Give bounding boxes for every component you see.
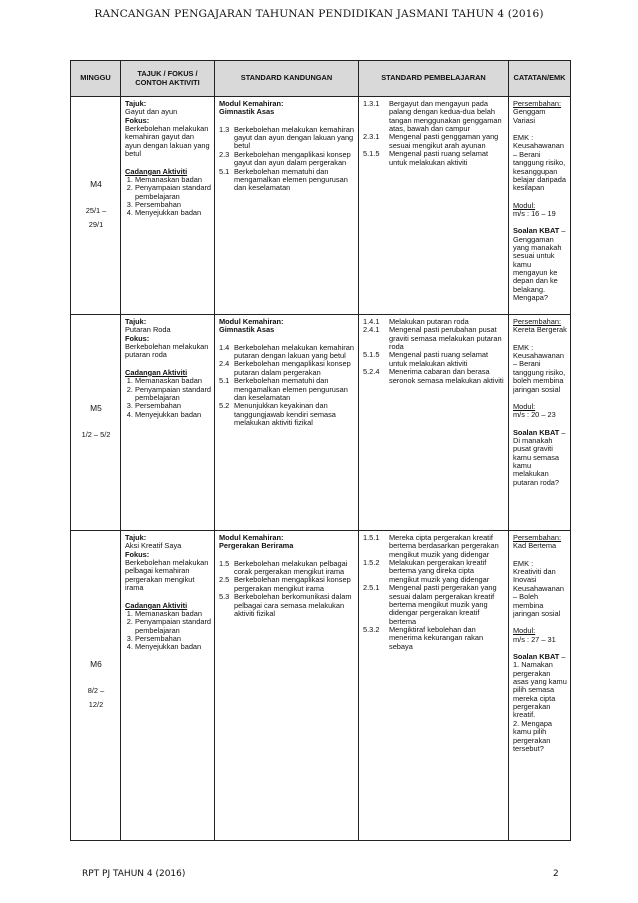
- activity-item: 4. Menyejukkan badan: [135, 411, 211, 419]
- tajuk-label: Tajuk:: [125, 99, 147, 108]
- standard-kandungan-item: [219, 560, 355, 577]
- item-text: Melakukan putaran roda: [389, 317, 469, 326]
- activity-item: 4. Menyejukkan badan: [135, 643, 211, 651]
- item-number: 2.5.1: [363, 583, 380, 593]
- standard-kandungan-item: [219, 402, 355, 427]
- lesson-plan-table: [70, 60, 571, 841]
- standard-kandungan-cell: [215, 315, 359, 531]
- footer-label: RPT PJ TAHUN 4 (2016): [82, 869, 186, 879]
- item-text: Berkebolehan mengaplikasi konsep putaran dalam pergerakan: [234, 359, 351, 377]
- modul-kemahiran-value: Gimnastik Asas: [219, 107, 275, 117]
- modul-kemahiran-label: Modul Kemahiran:: [219, 533, 284, 542]
- activity-item: 3. Persembahan: [135, 402, 211, 410]
- week-date: 8/2 –: [87, 685, 105, 695]
- item-text: Mengiktiraf kebolehan dan menerima kekurangan rakan sebaya: [389, 624, 484, 651]
- modul-kemahiran-label: Modul Kemahiran:: [219, 317, 284, 326]
- persembahan-value: Kad Bertema: [513, 541, 557, 551]
- catatan-cell: [509, 97, 571, 315]
- standard-kandungan-item: [219, 344, 355, 361]
- activity-item: 2. Penyampaian standard pembelajaran: [135, 618, 211, 635]
- standard-kandungan-item: [219, 360, 355, 377]
- emk-value: Keusahawanan – Berani tanggung risiko, kesanggupan belajar daripada kesilapan: [513, 141, 567, 193]
- table-row: [71, 97, 571, 315]
- standard-pembelajaran-item: [363, 326, 505, 351]
- week-date: 1/2 – 5/2: [81, 429, 111, 439]
- standard-kandungan-item: [219, 168, 355, 193]
- activity-item: 2. Penyampaian standard pembelajaran: [135, 184, 211, 201]
- item-text: Berkebolehan mengaplikasi konsep pergerakan mengikut irama: [234, 575, 351, 593]
- persembahan-value: Genggam Variasi: [513, 107, 546, 125]
- week-cell: [71, 97, 121, 315]
- standard-kandungan-cell: [215, 97, 359, 315]
- item-number: 1.5: [219, 558, 230, 568]
- modul-ref-value: m/s : 20 – 23: [513, 410, 556, 420]
- standard-pembelajaran-item: [363, 534, 505, 559]
- tajuk-cell: [121, 97, 215, 315]
- activity-item: 3. Persembahan: [135, 635, 211, 643]
- standard-pembelajaran-item: [363, 559, 505, 584]
- persembahan-value: Kereta Bergerak: [513, 325, 567, 335]
- item-text: Mengenal pasti pergerakan yang sesuai dalam pergerakan kreatif bertema mengikut muzik yang didengar pergerakan kreatif bertema: [389, 583, 497, 626]
- item-text: Menerima cabaran dan berasa seronok semasa melakukan aktiviti: [389, 367, 504, 385]
- header-minggu: MINGGU: [71, 61, 121, 97]
- modul-kemahiran-value: Pergerakan Berirama: [219, 541, 294, 551]
- standard-kandungan-item: [219, 377, 355, 402]
- modul-ref-value: m/s : 27 – 31: [513, 634, 556, 644]
- item-number: 2.3: [219, 149, 230, 159]
- item-text: Bergayut dan mengayun pada palang dengan kedua-dua belah tangan menggunakan genggaman atas, bawah dan campur: [389, 99, 502, 134]
- item-number: 5.1: [219, 166, 230, 176]
- item-number: 1.3.1: [363, 99, 380, 108]
- emk-value: Keusahawanan – Berani tanggung risiko, boleh membina jaringan sosial: [513, 351, 566, 394]
- item-text: Berkebolehan melakukan kemahiran gayut dan ayun dengan lakuan yang betul: [234, 124, 354, 151]
- kbat-question: 1. Namakan pergerakan asas yang kamu pilih semasa mereka cipta pergerakan kreatif. 2. Mengapa kamu pilih pergerakan tersebut?: [513, 660, 567, 753]
- item-text: Berkebolehan melakukan kemahiran putaran dengan lakuan yang betul: [234, 342, 354, 361]
- tajuk-cell: [121, 315, 215, 531]
- fokus-label: Fokus:: [125, 549, 150, 559]
- kbat-label: Soalan KBAT: [513, 651, 560, 661]
- week-label: M6: [90, 659, 102, 670]
- week-label: M5: [90, 403, 102, 414]
- week-label: M4: [90, 179, 102, 190]
- modul-ref-label: Modul:: [513, 200, 536, 210]
- item-number: 2.3.1: [363, 132, 380, 142]
- standard-kandungan-item: [219, 576, 355, 593]
- standard-pembelajaran-cell: [359, 97, 509, 315]
- standard-kandungan-item: [219, 151, 355, 168]
- activity-item: 2. Penyampaian standard pembelajaran: [135, 386, 211, 403]
- tajuk-cell: [121, 531, 215, 841]
- cadangan-aktiviti-label: Cadangan Aktiviti: [125, 367, 188, 377]
- item-number: 1.4.1: [363, 317, 380, 326]
- header-catatan: CATATAN/EMK: [509, 61, 571, 97]
- standard-pembelajaran-item: [363, 351, 505, 368]
- activity-list: [125, 610, 211, 652]
- item-number: 2.5: [219, 575, 230, 585]
- item-number: 1.5.2: [363, 558, 380, 568]
- fokus-value: Berkebolehan melakukan pelbagai kemahiran pergerakan mengikut irama: [125, 558, 209, 593]
- catatan-cell: [509, 531, 571, 841]
- emk-label: EMK :: [513, 133, 534, 143]
- activity-item: 4. Menyejukkan badan: [135, 209, 211, 217]
- tajuk-value: Putaran Roda: [125, 325, 171, 335]
- kbat-label: Soalan KBAT: [513, 427, 560, 437]
- catatan-cell: [509, 315, 571, 531]
- persembahan-label: Persembahan:: [513, 99, 562, 108]
- standard-pembelajaran-item: [363, 584, 505, 626]
- item-number: 1.3: [219, 124, 230, 134]
- header-tajuk: TAJUK / FOKUS / CONTOH AKTIVITI: [121, 61, 215, 97]
- item-text: Mengenal pasti perubahan pusat graviti semasa melakukan putaran roda: [389, 325, 502, 352]
- item-number: 5.1.5: [363, 350, 380, 360]
- standard-kandungan-item: [219, 126, 355, 151]
- tajuk-value: Aksi Kreatif Saya: [125, 541, 182, 551]
- week-date: 29/1: [88, 219, 104, 229]
- document-title: RANCANGAN PENGAJARAN TAHUNAN PENDIDIKAN JASMANI TAHUN 4 (2016): [94, 8, 544, 20]
- week-cell: [71, 315, 121, 531]
- cadangan-aktiviti-label: Cadangan Aktiviti: [125, 600, 188, 610]
- item-number: 5.3.2: [363, 624, 380, 634]
- item-text: Melakukan pergerakan kreatif bertema yang direka cipta mengikut muzik yang didengar: [389, 558, 490, 584]
- modul-kemahiran-label: Modul Kemahiran:: [219, 99, 284, 108]
- item-text: Berkebolehan mematuhi dan mengamalkan elemen pengurusan dan keselamatan: [234, 166, 348, 193]
- standard-pembelajaran-item: [363, 626, 505, 651]
- standard-pembelajaran-item: [363, 100, 505, 133]
- item-text: Berkebolehan berkomunikasi dalam pelbagai cara semasa melakukan aktiviti fizikal: [234, 592, 352, 618]
- week-cell: [71, 531, 121, 841]
- item-number: 5.2: [219, 401, 230, 411]
- item-number: 5.1: [219, 376, 230, 386]
- activity-item: 1. Memanaskan badan: [135, 176, 211, 184]
- standard-kandungan-item: [219, 593, 355, 618]
- item-number: 5.2.4: [363, 367, 380, 377]
- emk-value: Kreativiti dan Inovasi Keusahawanan – Boleh membina jaringan sosial: [513, 567, 564, 618]
- item-text: Berkebolehan mengaplikasi konsep gayut dan ayun dalam pergerakan: [234, 149, 351, 168]
- modul-ref-label: Modul:: [513, 401, 536, 411]
- fokus-label: Fokus:: [125, 115, 150, 125]
- item-number: 2.4: [219, 359, 230, 369]
- emk-label: EMK :: [513, 342, 534, 352]
- standard-pembelajaran-item: [363, 150, 505, 167]
- table-row: [71, 315, 571, 531]
- kbat-question: Genggaman yang manakah sesuai untuk kamu mengayun ke depan dan ke belakang. Mengapa?: [513, 234, 562, 303]
- standard-pembelajaran-cell: [359, 531, 509, 841]
- fokus-label: Fokus:: [125, 333, 150, 343]
- cadangan-aktiviti-label: Cadangan Aktiviti: [125, 166, 188, 176]
- kbat-dash: –: [561, 651, 566, 661]
- header-standard-pembelajaran: STANDARD PEMBELAJARAN: [359, 61, 509, 97]
- item-text: Mengenal pasti ruang selamat untuk melakukan aktiviti: [389, 350, 489, 368]
- item-number: 1.4: [219, 342, 230, 352]
- table-header-row: [71, 61, 571, 97]
- item-number: 2.4.1: [363, 325, 380, 335]
- tajuk-value: Gayut dan ayun: [125, 107, 178, 117]
- item-text: Mengenal pasti genggaman yang sesuai mengikut arah ayunan: [389, 132, 499, 150]
- item-number: 5.1.5: [363, 149, 380, 159]
- item-text: Menunjukkan keyakinan dan tanggungjawab kendiri semasa melakukan aktiviti fizikal: [234, 401, 336, 427]
- modul-kemahiran-value: Gimnastik Asas: [219, 325, 275, 335]
- kbat-dash: –: [561, 427, 566, 437]
- header-standard-kandungan: STANDARD KANDUNGAN: [215, 61, 359, 97]
- standard-pembelajaran-cell: [359, 315, 509, 531]
- standard-kandungan-cell: [215, 531, 359, 841]
- item-text: Berkebolehan melakukan pelbagai corak pergerakan mengikut irama: [234, 558, 348, 577]
- item-number: 5.3: [219, 592, 230, 602]
- week-date: 25/1 –: [85, 205, 107, 215]
- standard-pembelajaran-item: [363, 368, 505, 385]
- item-text: Mengenal pasti ruang selamat untuk melakukan aktiviti: [389, 149, 489, 167]
- persembahan-label: Persembahan:: [513, 533, 562, 542]
- item-text: Mereka cipta pergerakan kreatif bertema berdasarkan pergerakan mengikut muzik yang didengar: [389, 533, 499, 559]
- activity-list: [125, 377, 211, 419]
- emk-label: EMK :: [513, 558, 534, 568]
- kbat-dash: –: [561, 226, 566, 236]
- activity-list: [125, 176, 211, 218]
- tajuk-label: Tajuk:: [125, 533, 147, 542]
- item-text: Berkebolehan mematuhi dan mengamalkan elemen pengurusan dan keselamatan: [234, 376, 348, 402]
- fokus-value: Berkebolehan melakukan putaran roda: [125, 342, 209, 360]
- kbat-question: Di manakah pusat graviti kamu semasa kamu melakukan putaran roda?: [513, 435, 560, 487]
- week-date: 12/2: [88, 699, 104, 709]
- standard-pembelajaran-item: [363, 133, 505, 150]
- page-number: 2: [553, 869, 559, 879]
- modul-ref-label: Modul:: [513, 626, 536, 636]
- persembahan-label: Persembahan:: [513, 317, 562, 326]
- activity-item: 1. Memanaskan badan: [135, 377, 211, 385]
- modul-ref-value: m/s : 16 – 19: [513, 208, 556, 218]
- fokus-value: Berkebolehan melakukan kemahiran gayut dan ayun dengan lakuan yang betul: [125, 124, 210, 159]
- activity-item: 3. Persembahan: [135, 201, 211, 209]
- tajuk-label: Tajuk:: [125, 317, 147, 326]
- table-row: [71, 531, 571, 841]
- activity-item: 1. Memanaskan badan: [135, 610, 211, 618]
- kbat-label: Soalan KBAT: [513, 226, 560, 236]
- item-number: 1.5.1: [363, 533, 380, 542]
